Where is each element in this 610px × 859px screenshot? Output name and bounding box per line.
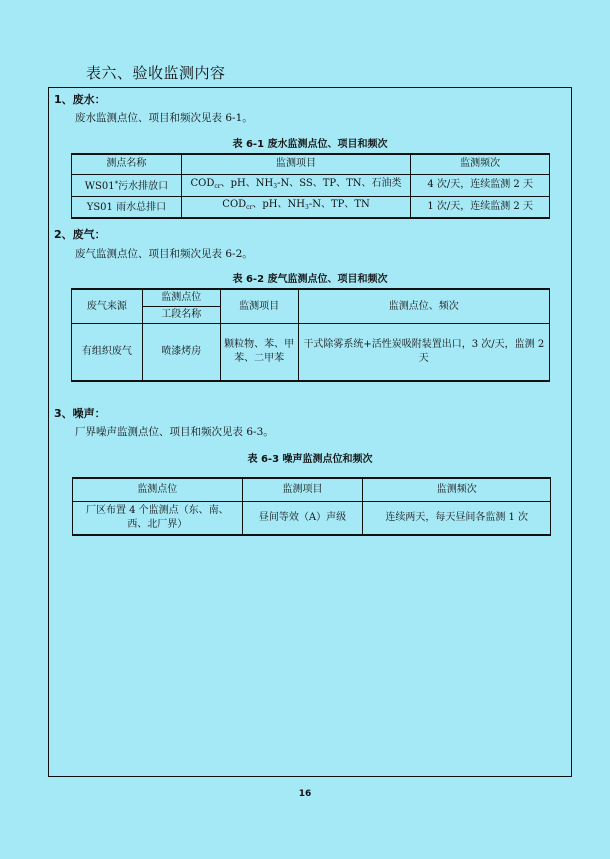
column-header: 废气来源	[72, 289, 143, 324]
column-header: 监测项目	[220, 289, 298, 324]
page-number: 16	[298, 789, 312, 799]
freq-cell: 4 次/天，连续监测 2 天	[411, 174, 550, 196]
wastegas-intro: 废气监测点位、项目和频次见表 6-2。	[75, 248, 253, 260]
column-header: 监测项目	[181, 154, 410, 174]
table-6-2-caption: 表 6-2 废气监测点位、项目和频次	[232, 274, 388, 285]
freq-cell: 1 次/天，连续监测 2 天	[411, 196, 550, 218]
freq-cell: 连续两天，每天昼间各监测 1 次	[363, 501, 551, 535]
point-cell: WS01*污水排放口	[72, 174, 182, 196]
page-heading: 表六、验收监测内容	[86, 64, 226, 82]
wastegas-table	[71, 288, 550, 382]
noise-title: 3、噪声：	[54, 407, 106, 420]
freq-cell: 干式除雾系统+活性炭吸附装置出口，3 次/天，监测 2 天	[298, 324, 549, 381]
items-cell: 颗粒物、苯、甲苯、二甲苯	[220, 324, 298, 381]
table-6-3-caption: 表 6-3 噪声监测点位和频次	[247, 454, 373, 465]
column-header: 监测点位	[142, 289, 220, 307]
items-cell: $COD_{cr}$、pH、$NH_3-N$、TP、TN	[181, 196, 410, 218]
noise-intro: 厂界噪声监测点位、项目和频次见表 6-3。	[75, 426, 274, 438]
section-cell: 喷漆烤房	[142, 324, 220, 381]
wastewater-table	[71, 153, 550, 219]
table-header-row	[73, 478, 551, 501]
column-header: 测点名称	[72, 154, 182, 174]
table-6-1-caption: 表 6-1 废水监测点位、项目和频次	[232, 139, 388, 150]
wastewater-title: 1、废水：	[54, 93, 106, 106]
source-cell: 有组织废气	[72, 324, 143, 381]
column-header: 监测频次	[363, 478, 551, 501]
table-header-row	[72, 154, 550, 174]
column-header: 监测点位、频次	[298, 289, 549, 324]
wastewater-intro: 废水监测点位、项目和频次见表 6-1。	[75, 112, 253, 124]
table-row	[72, 324, 550, 381]
table-row	[72, 174, 550, 196]
noise-table	[72, 477, 551, 536]
table-header-row	[72, 289, 550, 307]
table-row	[72, 196, 550, 218]
items-cell: $COD_{cr}$、pH、$NH_3-N$、SS、TP、TN、石油类	[181, 174, 410, 196]
table-row	[73, 501, 551, 535]
column-header: 监测项目	[242, 478, 363, 501]
column-header: 工段名称	[142, 307, 220, 324]
point-cell: YS01 雨水总排口	[72, 196, 182, 218]
column-header: 监测频次	[411, 154, 550, 174]
column-header: 监测点位	[73, 478, 243, 501]
point-cell: 厂区布置 4 个监测点（东、南、西、北厂界）	[73, 501, 243, 535]
items-cell: 昼间等效（A）声级	[242, 501, 363, 535]
wastegas-title: 2、废气：	[54, 228, 106, 241]
